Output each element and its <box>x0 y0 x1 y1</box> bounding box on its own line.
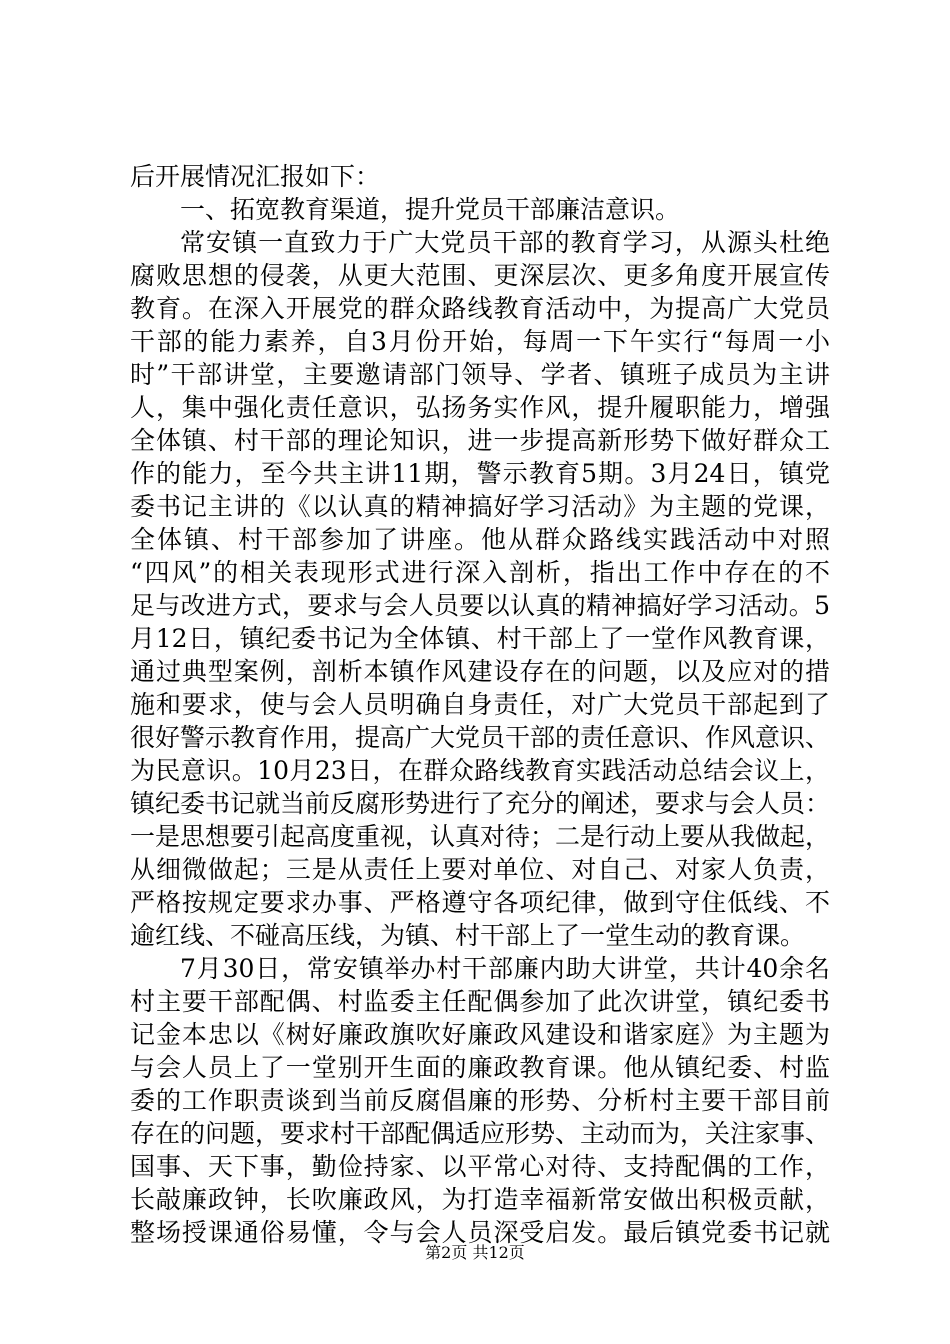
page-number: 第2页 共12页 <box>425 1243 525 1262</box>
text-line: 整场授课通俗易懂，令与会人员深受启发。最后镇党委书记就 <box>130 1218 830 1247</box>
text-line: 国事、天下事，勤俭持家、以平常心对待、支持配偶的工作， <box>130 1152 830 1181</box>
text-line: “四风”的相关表现形式进行深入剖析，指出工作中存在的不 <box>130 558 830 587</box>
text-line: 时”干部讲堂，主要邀请部门领导、学者、镇班子成员为主讲 <box>130 360 830 389</box>
text-line: 全体镇、村干部参加了讲座。他从群众路线实践活动中对照 <box>130 525 830 554</box>
paragraph-start: 常安镇一直致力于广大党员干部的教育学习，从源头杜绝 <box>180 228 830 257</box>
text-line: 委书记主讲的《以认真的精神搞好学习活动》为主题的党课， <box>130 492 830 521</box>
page-footer <box>0 1243 950 1263</box>
text-line: 人，集中强化责任意识，弘扬务实作风，提升履职能力，增强 <box>130 393 830 422</box>
text-line: 村主要干部配偶、村监委主任配偶参加了此次讲堂，镇纪委书 <box>130 987 830 1016</box>
text-line: 镇纪委书记就当前反腐形势进行了充分的阐述，要求与会人员： <box>130 789 831 818</box>
text-line: 后开展情况汇报如下： <box>130 162 381 191</box>
text-line: 足与改进方式，要求与会人员要以认真的精神搞好学习活动。5 <box>130 591 830 620</box>
text-line: 逾红线、不碰高压线，为镇、村干部上了一堂生动的教育课。 <box>130 921 806 950</box>
document-body <box>130 160 830 1249</box>
text-line: 严格按规定要求办事、严格遵守各项纪律，做到守住低线、不 <box>130 888 830 917</box>
text-line: 长敲廉政钟，长吹廉政风，为打造幸福新常安做出积极贡献， <box>130 1185 830 1214</box>
text-line: 教育。在深入开展党的群众路线教育活动中，为提高广大党员 <box>130 294 830 323</box>
text-line: 一是思想要引起高度重视，认真对待；二是行动上要从我做起， <box>130 822 831 851</box>
section-heading: 一、拓宽教育渠道，提升党员干部廉洁意识。 <box>180 195 681 224</box>
text-line: 为民意识。10月23日，在群众路线教育实践活动总结会议上， <box>130 756 830 785</box>
text-line: 存在的问题，要求村干部配偶适应形势、主动而为，关注家事、 <box>130 1119 831 1148</box>
text-line: 通过典型案例，剖析本镇作风建设存在的问题，以及应对的措 <box>130 657 830 686</box>
text-line: 干部的能力素养，自3月份开始，每周一下午实行“每周一小 <box>130 327 830 356</box>
text-line: 记金本忠以《树好廉政旗吹好廉政风建设和谐家庭》为主题为 <box>130 1020 830 1049</box>
text-line: 从细微做起；三是从责任上要对单位、对自己、对家人负责， <box>130 855 830 884</box>
text-line: 全体镇、村干部的理论知识，进一步提高新形势下做好群众工 <box>130 426 830 455</box>
text-line: 腐败思想的侵袭，从更大范围、更深层次、更多角度开展宣传 <box>130 261 830 290</box>
text-line: 委的工作职责谈到当前反腐倡廉的形势、分析村主要干部目前 <box>130 1086 830 1115</box>
text-line: 施和要求，使与会人员明确自身责任，对广大党员干部起到了 <box>130 690 830 719</box>
text-line: 月12日，镇纪委书记为全体镇、村干部上了一堂作风教育课， <box>130 624 830 653</box>
text-line: 很好警示教育作用，提高广大党员干部的责任意识、作风意识、 <box>130 723 831 752</box>
paragraph-start: 7月30日，常安镇举办村干部廉内助大讲堂，共计40余名 <box>180 954 830 983</box>
text-line: 作的能力，至今共主讲11期，警示教育5期。3月24日，镇党 <box>130 459 830 488</box>
text-line: 与会人员上了一堂别开生面的廉政教育课。他从镇纪委、村监 <box>130 1053 830 1082</box>
